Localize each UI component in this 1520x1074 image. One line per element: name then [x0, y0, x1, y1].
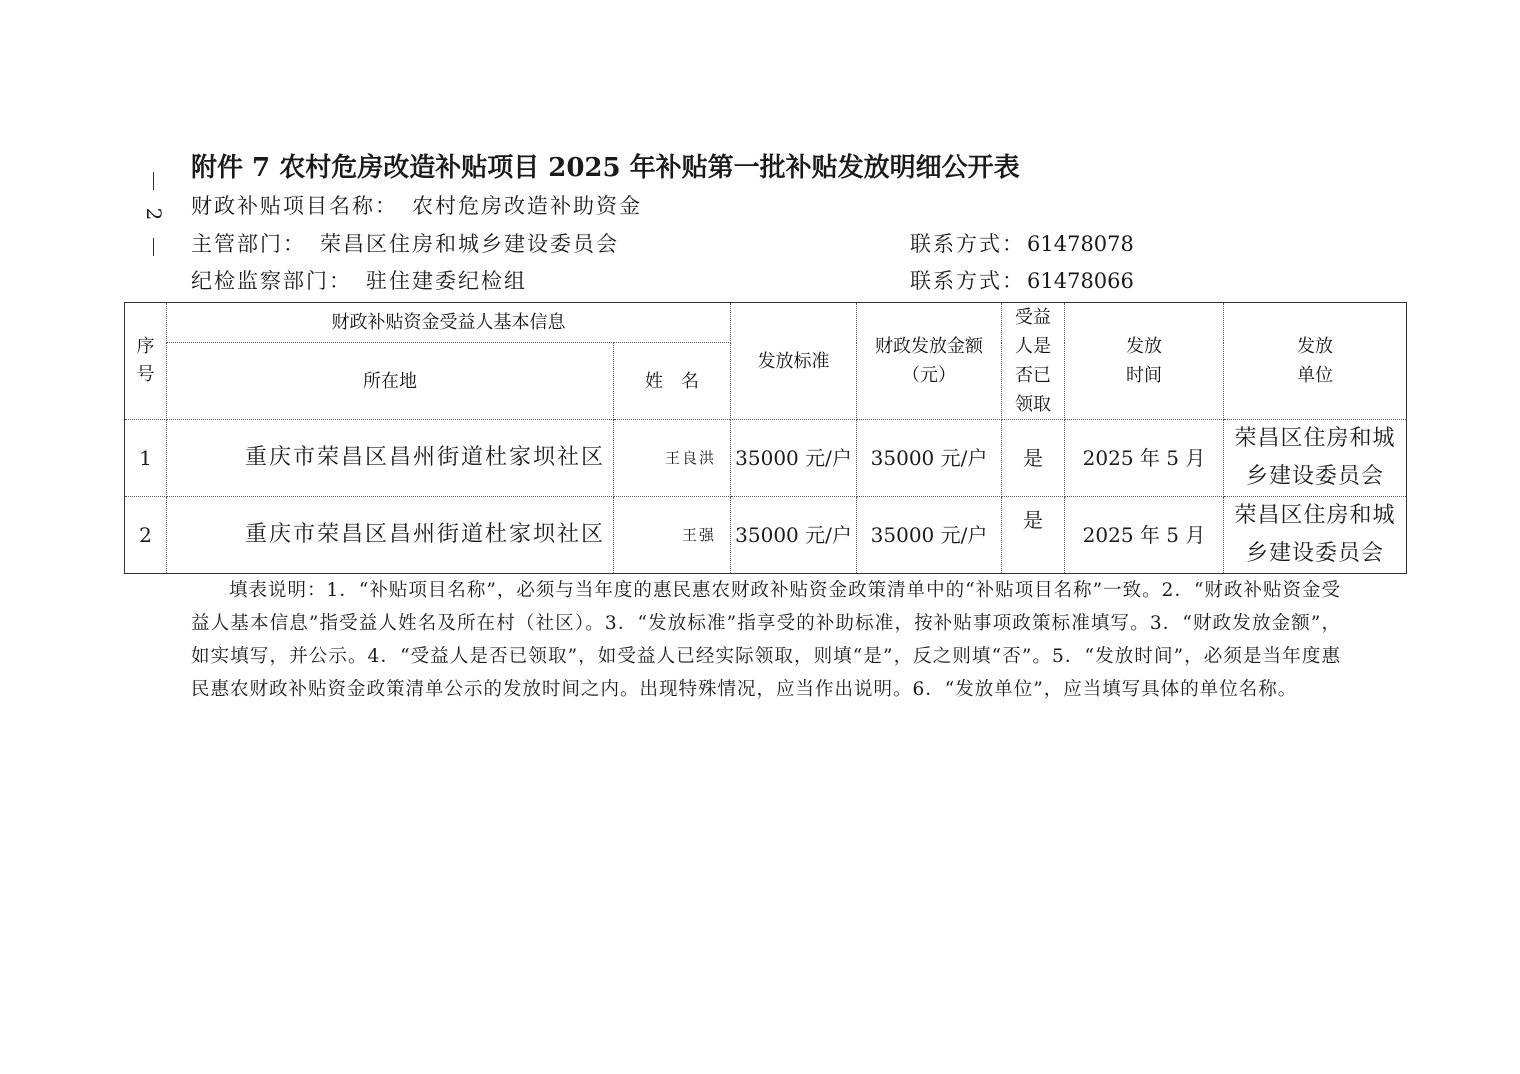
row-name: 王良洪	[614, 420, 731, 497]
fill-instructions: 填表说明：1．“补贴项目名称”，必须与当年度的惠民惠农财政补贴资金政策清单中的“补贴项目名称”一致。2．“财政补贴资金受益人基本信息”指受益人姓名及所在村（社区）。3．“发放标准”指享受的补助标准，按补贴事项政策标准填写。3．“财政发放金额”，如实填写，并公示。4．“受益人是否已领取”，如受益人已经实际领取，则填“是”，反之则填“否”。5．“发放时间”，必须是当年度惠民惠农财政补贴资金政策清单公示的发放时间之内。出现特殊情况，应当作出说明。6．“发放单位”，应当填写具体的单位名称。	[191, 580, 1341, 700]
discipline-contact	[910, 266, 1134, 296]
subsidy-table	[124, 302, 1407, 574]
discipline-contact-number: 61478066	[1027, 269, 1134, 293]
discipline-contact-label: 联系方式：	[910, 269, 1025, 293]
row-amount: 35000 元/户	[857, 497, 1002, 574]
row-standard: 35000 元/户	[731, 497, 857, 574]
page-number-dash-bottom	[153, 238, 154, 256]
row-seq: 2	[125, 497, 167, 574]
header-beneficiary-info: 财政补贴资金受益人基本信息	[167, 303, 731, 343]
header-seq-text: 序号	[136, 336, 155, 385]
discipline-line	[191, 266, 527, 296]
table-row	[125, 497, 1407, 574]
header-amount	[857, 303, 1002, 420]
header-seq	[125, 303, 167, 420]
document-title: 附件 7 农村危房改造补贴项目 2025 年补贴第一批补贴发放明细公开表	[191, 153, 1020, 183]
header-standard: 发放标准	[731, 303, 857, 420]
department-contact	[910, 229, 1134, 259]
row-time: 2025 年 5 月	[1065, 497, 1224, 574]
header-unit-text: 发放单位	[1297, 336, 1333, 386]
row-received: 是	[1002, 497, 1065, 574]
department-contact-label: 联系方式：	[910, 232, 1025, 256]
department-contact-number: 61478078	[1027, 232, 1134, 256]
project-name-line	[191, 191, 642, 221]
row-location: 重庆市荣昌区昌州街道杜家坝社区	[167, 497, 614, 574]
row-seq: 1	[125, 420, 167, 497]
project-name-label: 财政补贴项目名称：	[191, 194, 398, 218]
header-time-text: 发放时间	[1126, 336, 1162, 386]
table-row	[125, 420, 1407, 497]
header-amount-text: 财政发放金额（元）	[875, 336, 983, 386]
header-location: 所在地	[167, 343, 614, 420]
page-number	[141, 168, 167, 264]
header-received	[1002, 303, 1065, 420]
row-unit: 荣昌区住房和城乡建设委员会	[1224, 420, 1407, 497]
discipline-value: 驻住建委纪检组	[366, 269, 527, 293]
project-name-value: 农村危房改造补助资金	[412, 194, 642, 218]
row-amount: 35000 元/户	[857, 420, 1002, 497]
row-name: 王强	[614, 497, 731, 574]
department-value: 荣昌区住房和城乡建设委员会	[320, 232, 619, 256]
department-line	[191, 229, 619, 259]
row-received: 是	[1002, 420, 1065, 497]
row-standard: 35000 元/户	[731, 420, 857, 497]
department-label: 主管部门：	[191, 232, 306, 256]
header-name: 姓 名	[614, 343, 731, 420]
page-number-dash-top	[153, 172, 154, 190]
row-unit: 荣昌区住房和城乡建设委员会	[1224, 497, 1407, 574]
row-time: 2025 年 5 月	[1065, 420, 1224, 497]
header-received-text: 受益人是否已领取	[1015, 307, 1051, 415]
row-location: 重庆市荣昌区昌州街道杜家坝社区	[167, 420, 614, 497]
discipline-label: 纪检监察部门：	[191, 269, 352, 293]
header-unit	[1224, 303, 1407, 420]
page-number-digit: 2	[142, 207, 166, 221]
header-time	[1065, 303, 1224, 420]
